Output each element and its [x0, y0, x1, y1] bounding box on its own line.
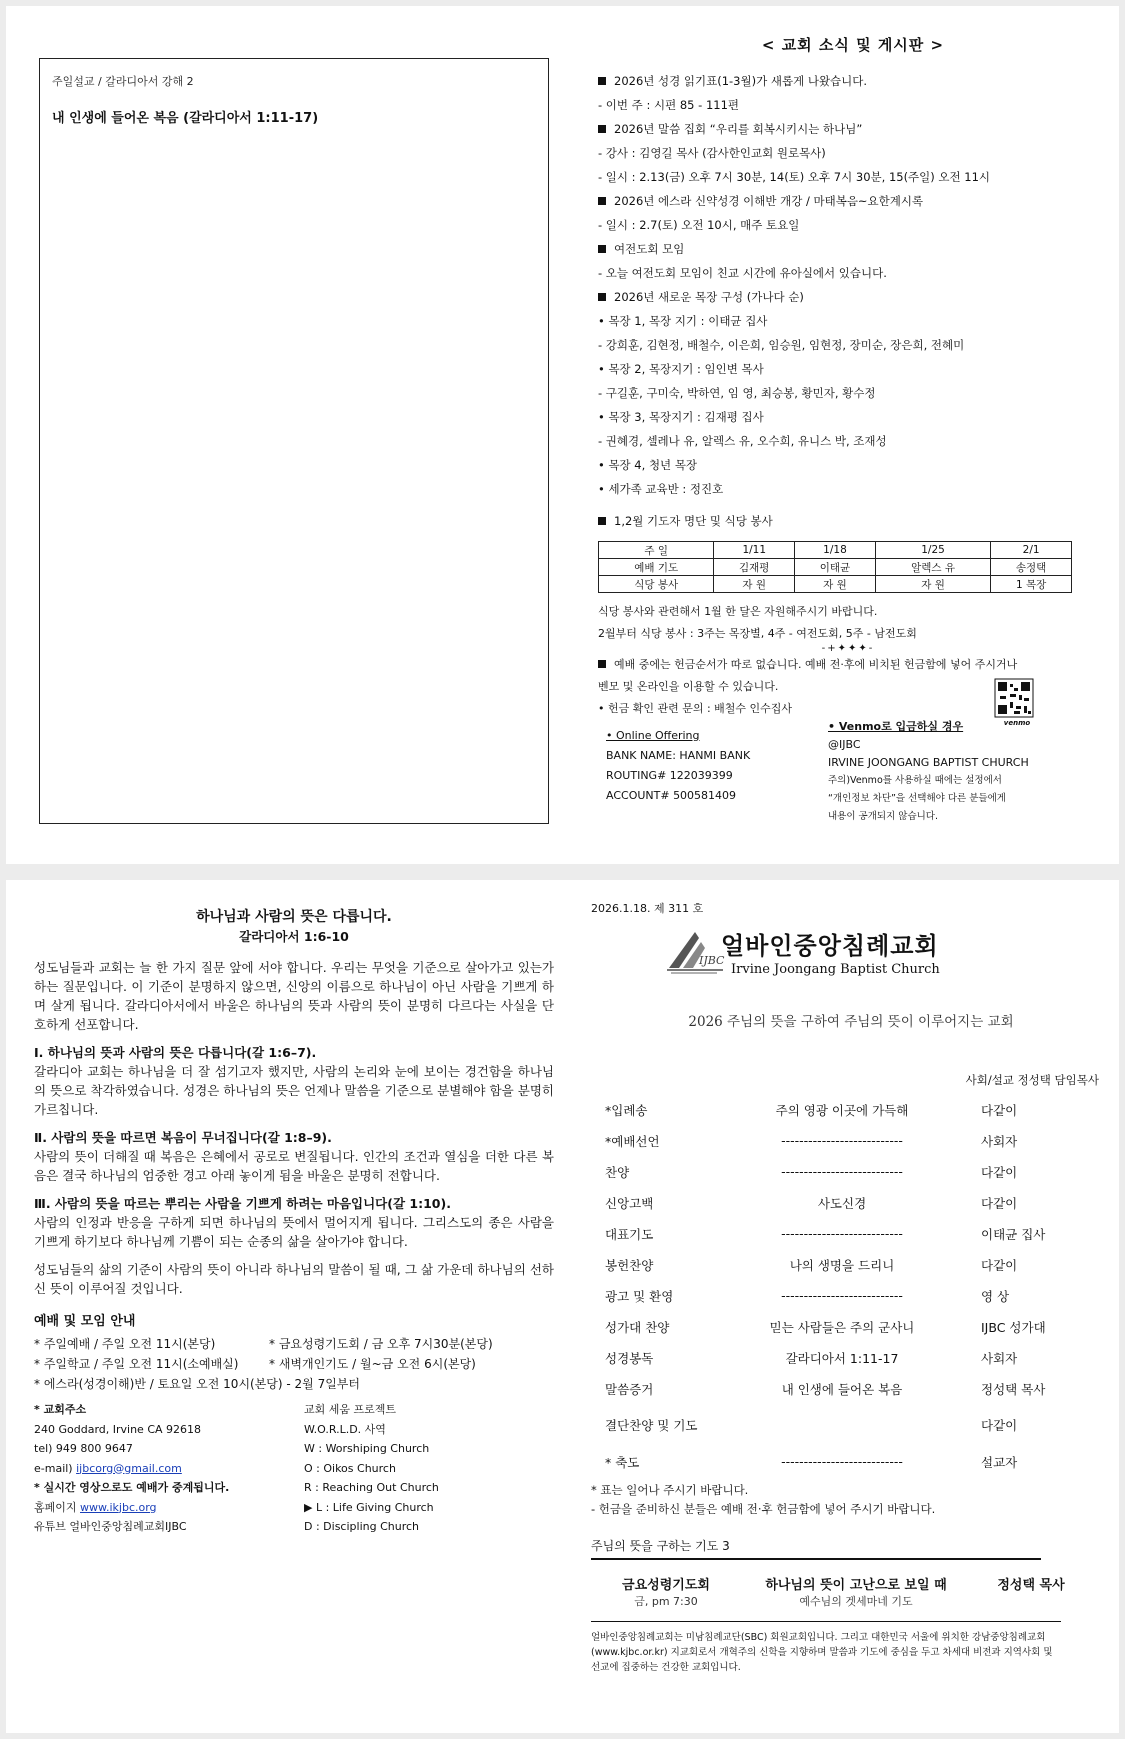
news-line: - 일시 : 2.13(금) 오후 7시 30분, 14(토) 오후 7시 30분, 15(주일) 오전 11시: [598, 170, 991, 184]
news-line: • 목장 3, 목장지기 : 김재평 집사: [598, 410, 764, 424]
prayer-table-row: [599, 576, 1072, 593]
order-content: ---------------------------: [781, 1454, 903, 1469]
column-intro: 성도님들과 교회는 늘 한 가지 질문 앞에 서야 합니다. 우리는 무엇을 기준으로 살아가고 있는가 하는 질문입니다. 이 기준이 분명하지 않으면, 신앙의 이름으로 하나님이 아닌 사람을 기쁘게 하며 살게 됩니다. 갈라디아서에서 바울은 하나님의 뜻과 사람의 뜻이 분명히 다르다는 사실을 단호하게 선포합니다.: [34, 960, 554, 1032]
prayer-table-cell: 김재평: [714, 559, 795, 576]
table-note: 식당 봉사와 관련해서 1월 한 달은 자원해주시기 바랍니다.: [598, 605, 878, 618]
column-point-2: Ⅱ. 사람의 뜻을 따르면 복음이 무너집니다(갈 1:8–9). 사람의 뜻이 더해질 때 복음은 은혜에서 공로로 변질됩니다. 인간의 조건과 열심을 더한 다른 복음은 결국 하나님의 엄중한 경고 아래 놓이게 됨을 바울은 분명히 전합니다.: [34, 1130, 554, 1183]
order-who: 이태균 집사: [981, 1226, 1046, 1242]
bulletin-inside-sheet: [6, 6, 1119, 864]
prayer-table-row: [599, 559, 1072, 576]
square-bullet-icon: [598, 125, 606, 133]
news-line: • 세가족 교육반 : 정진호: [598, 482, 724, 496]
news-line: 여전도회 모임: [598, 237, 1098, 261]
news-list: [598, 69, 1098, 501]
order-who: 영 상: [981, 1288, 1010, 1304]
order-row: [591, 1342, 1111, 1373]
news-board: [598, 34, 1098, 830]
order-who: 다같이: [981, 1102, 1018, 1118]
prayer-table-cell: 알렉스 유: [875, 559, 990, 576]
square-bullet-icon: [598, 517, 606, 525]
news-line: - 강사 : 김영길 목사 (감사한인교회 원로목사): [598, 146, 826, 160]
account-number: ACCOUNT# 500581409: [606, 789, 737, 802]
prayer-roster-table: [598, 541, 1072, 593]
live-stream-note: * 실시간 영상으로도 예배가 중계됩니다.: [34, 1481, 230, 1494]
email-link[interactable]: ijbcorg@gmail.com: [76, 1461, 182, 1475]
order-row: [591, 1249, 1111, 1280]
news-line: 2026년 말씀 집회 “우리를 회복시키시는 하나님”: [598, 117, 1098, 141]
order-content: 사도신경: [817, 1195, 867, 1211]
news-line: - 이번 주 : 시편 85 - 111편: [598, 98, 739, 112]
guide-item: * 금요성령기도회 / 금 오후 7시30분(본당): [269, 1337, 493, 1351]
prayer-table-cell: 1/25: [875, 542, 990, 559]
news-line: 2026년 에스라 신약성경 이해반 개강 / 마태복음~요한계시록: [598, 189, 1098, 213]
prayer-series-label: 주님의 뜻을 구하는 기도 3: [591, 1537, 1041, 1560]
order-item: 성가대 찬양: [605, 1319, 670, 1335]
order-item: *예배선언: [605, 1133, 660, 1149]
order-row: [591, 1156, 1111, 1187]
order-item: 봉헌찬양: [605, 1257, 654, 1273]
news-line: • 목장 1, 목장 지기 : 이태균 집사: [598, 314, 768, 328]
church-phone: tel) 949 800 9647: [34, 1442, 133, 1455]
order-who: 다같이: [981, 1418, 1018, 1433]
news-line: • 목장 4, 청년 목장: [598, 458, 698, 472]
church-logo-icon: [665, 924, 725, 976]
church-logo: [591, 920, 1111, 990]
project-subtitle: W.O.R.L.D. 사역: [304, 1422, 386, 1436]
world-project: [304, 1400, 554, 1537]
prayer-table-cell: 자 원: [875, 576, 990, 593]
ornament-divider: -+✦✦✦-: [821, 643, 875, 654]
square-bullet-icon: [598, 293, 606, 301]
prayer-subtheme: 예수님의 겟세마네 기도: [799, 1595, 913, 1608]
project-l: ▶ L : Life Giving Church: [304, 1500, 434, 1514]
church-youtube: 유튜브 얼바인중앙침례교회IJBC: [34, 1520, 187, 1533]
order-row: [591, 1187, 1111, 1218]
stand-note: * 표는 일어나 주시기 바랍니다.: [591, 1483, 749, 1497]
square-bullet-icon: [598, 245, 606, 253]
homepage-link[interactable]: www.ikjbc.org: [80, 1500, 157, 1514]
venmo-title: • Venmo로 입금하실 경우: [828, 720, 964, 733]
routing-number: ROUTING# 122039399: [606, 769, 733, 782]
order-row: [591, 1094, 1111, 1125]
table-note: 2월부터 식당 봉사 : 3주는 목장별, 4주 - 여전도회, 5주 - 남전도회: [598, 627, 917, 640]
news-line: • 목장 2, 목장지기 : 임인변 목사: [598, 362, 764, 376]
news-line: - 구길훈, 구미숙, 박하연, 임 영, 최승봉, 황민자, 황수정: [598, 386, 876, 400]
prayer-table-cell: 자 원: [795, 576, 876, 593]
venmo-qr-code-icon[interactable]: [994, 678, 1040, 727]
order-item: 대표기도: [605, 1226, 654, 1242]
bulletin-cover-sheet: [6, 880, 1119, 1733]
order-item: *입례송: [605, 1102, 648, 1118]
prayer-table-cell: 식당 봉사: [599, 576, 714, 593]
order-content: ---------------------------: [781, 1226, 903, 1241]
prayer-series: [591, 1537, 1111, 1609]
order-who: 사회자: [981, 1350, 1018, 1366]
prayer-series-row: [591, 1574, 1111, 1593]
online-offering: [606, 726, 750, 806]
column-point-3: Ⅲ. 사람의 뜻을 따르는 뿌리는 사람을 기쁘게 하려는 마음입니다(갈 1:10). 사람의 인정과 반응을 구하게 되면 하나님의 뜻에서 멀어지게 됩니다. 그리스도의 종은 사람을 기쁘게 하기보다 하나님께 기쁨이 되는 순종의 삶을 살아가야 합니다.: [34, 1196, 554, 1249]
sermon-title: 내 인생에 들어온 복음 (갈라디아서 1:11-17): [52, 111, 319, 126]
address-title: * 교회주소: [34, 1403, 87, 1416]
worship-guide-title: 예배 및 모임 안내: [34, 1314, 136, 1329]
prayer-time: 금, pm 7:30: [634, 1595, 698, 1608]
order-who: 다같이: [981, 1164, 1018, 1180]
order-who: 정성택 목사: [981, 1381, 1046, 1397]
preacher-line: 사회/설교 정성택 담임목사: [965, 1073, 1099, 1087]
bank-name: BANK NAME: HANMI BANK: [606, 749, 751, 762]
order-who: 다같이: [981, 1195, 1018, 1211]
order-content: 주의 영광 이곳에 가득해: [775, 1102, 909, 1118]
order-who: 다같이: [981, 1257, 1018, 1273]
order-notes: [591, 1481, 1111, 1519]
order-item: 찬양: [605, 1164, 630, 1180]
guide-row: [34, 1354, 554, 1374]
column-point-1: Ⅰ. 하나님의 뜻과 사람의 뜻은 다릅니다(갈 1:6–7). 갈라디아 교회는 하나님을 더 잘 섬기고자 했지만, 사람의 논리와 눈에 보이는 경건함을 하나님의 뜻으로 착각하였습니다. 성경은 하나님의 뜻은 언제나 말씀을 기준으로 분별해야 함을 분명히 가르칩니다.: [34, 1045, 554, 1117]
order-item: 신앙고백: [605, 1195, 654, 1211]
venmo-note: 주의)Venmo를 사용하실 때에는 설정에서: [828, 775, 1002, 786]
news-line: - 권혜경, 셀레나 유, 알렉스 유, 오수희, 유니스 박, 조재성: [598, 434, 887, 448]
project-r: R : Reaching Out Church: [304, 1481, 439, 1494]
column-reference: 갈라디아서 1:6-10: [239, 929, 349, 944]
order-item: 성경봉독: [605, 1350, 654, 1366]
project-o: O : Oikos Church: [304, 1461, 396, 1475]
venmo-name: IRVINE JOONGANG BAPTIST CHURCH: [828, 756, 1029, 769]
offering-contact: • 헌금 확인 관련 문의 : 배철수 인수집사: [598, 702, 793, 715]
square-bullet-icon: [598, 660, 606, 668]
sermon-notes-box: [39, 58, 549, 824]
order-row: [591, 1125, 1111, 1156]
prayer-theme: 하나님의 뜻이 고난으로 보일 때: [765, 1578, 947, 1593]
venmo-handle: @IJBC: [828, 738, 861, 751]
project-title: 교회 세움 프로젝트: [304, 1403, 397, 1416]
order-who: 사회자: [981, 1133, 1018, 1149]
church-motto: 2026 주님의 뜻을 구하여 주님의 뜻이 이루어지는 교회: [688, 1014, 1014, 1030]
pastoral-column: [34, 908, 554, 1307]
order-row: [591, 1446, 1111, 1477]
news-line: - 일시 : 2.7(토) 오전 10시, 매주 토요일: [598, 218, 800, 232]
venmo-qr-label: venmo: [1003, 719, 1031, 727]
worship-order-list: [591, 1094, 1111, 1477]
offering-methods: [598, 720, 1098, 830]
offering-note-1: 예배 중에는 헌금순서가 따로 없습니다. 예배 전·후에 비치된 헌금함에 넣어 주시거나: [598, 654, 1098, 676]
news-line: 2026년 새로운 목장 구성 (가나다 순): [598, 285, 1098, 309]
prayer-table-cell: 1/18: [795, 542, 876, 559]
guide-item: * 주일학교 / 주일 오전 11시(소예배실): [34, 1357, 239, 1371]
order-row: [591, 1218, 1111, 1249]
order-row: [591, 1280, 1111, 1311]
order-row: [591, 1311, 1111, 1342]
contact-and-project: [34, 1400, 554, 1537]
square-bullet-icon: [598, 77, 606, 85]
offering-note-2: 벤모 및 온라인을 이용할 수 있습니다.: [598, 680, 779, 693]
order-item: 말씀증거: [605, 1381, 654, 1397]
news-line: - 강희훈, 김현정, 배철수, 이은희, 임승원, 임현정, 장미순, 장은희, 전혜미: [598, 338, 965, 352]
worship-order-panel: [591, 900, 1111, 1675]
project-w: W : Worshiping Church: [304, 1442, 430, 1455]
prayer-event: 금요성령기도회: [622, 1578, 710, 1593]
prayer-table-cell: 예배 기도: [599, 559, 714, 576]
square-bullet-icon: [598, 197, 606, 205]
order-content: 나의 생명을 드리니: [789, 1257, 895, 1273]
prayer-leader: 정성택 목사: [997, 1578, 1065, 1593]
order-content: 갈라디아서 1:11-17: [785, 1350, 899, 1366]
order-row: [591, 1373, 1111, 1404]
logo-text: IJBC: [699, 954, 725, 967]
order-content: ---------------------------: [781, 1133, 903, 1148]
church-name-english: Irvine Joongang Baptist Church: [731, 962, 940, 977]
guide-row: [34, 1334, 554, 1354]
order-item: 광고 및 환영: [605, 1288, 674, 1304]
column-closing: 성도님들의 삶의 기준이 사람의 뜻이 아니라 하나님의 말씀이 될 때, 그 삶 가운데 하나님의 선하신 뜻이 이루어질 것입니다.: [34, 1262, 554, 1296]
news-heading: < 교회 소식 및 게시판 >: [761, 36, 945, 54]
order-row: [591, 1404, 1111, 1446]
issue-number: 2026.1.18. 제 311 호: [591, 902, 704, 915]
guide-item: * 새벽개인기도 / 월~금 오전 6시(본당): [269, 1357, 476, 1371]
guide-item: * 에스라(성경이해)반 / 토요일 오전 10시(본당) - 2월 7일부터: [34, 1377, 360, 1391]
order-item: * 축도: [605, 1454, 640, 1470]
guide-item: * 주일예배 / 주일 오전 11시(본당): [34, 1337, 216, 1351]
prayer-table-cell: 1 목장: [991, 576, 1072, 593]
prayer-table-cell: 주 일: [599, 542, 714, 559]
prayer-table-row: [599, 542, 1072, 559]
sermon-series: 주일설교 / 갈라디아서 강해 2: [52, 75, 194, 88]
offering-box-note: - 헌금을 준비하신 분들은 예배 전·후 헌금함에 넣어 주시기 바랍니다.: [591, 1502, 936, 1516]
project-d: D : Discipling Church: [304, 1520, 420, 1533]
prayer-table-cell: 자 원: [714, 576, 795, 593]
order-item: 결단찬양 및 기도: [605, 1418, 698, 1433]
church-contact: [34, 1400, 304, 1537]
order-who: IJBC 성가대: [981, 1319, 1046, 1335]
church-about: 얼바인중앙침례교회는 미남침례교단(SBC) 회원교회입니다. 그리고 대한민국 서울에 위치한 강남중앙침례교회(www.kjbc.or.kr) 지교회로서 개혁주의 신학을 지향하며 말씀과 기도에 중심을 두고 차세대 비전과 지역사회 및 선교에 집중하는 건강한 교회입니다.: [591, 1621, 1061, 1675]
prayer-series-subrow: [591, 1593, 1111, 1609]
venmo-note: 내용이 공개되지 않습니다.: [828, 811, 939, 822]
order-content: ---------------------------: [781, 1288, 903, 1303]
venmo-note: “개인정보 차단”을 선택해야 다른 분들에게: [828, 793, 1006, 804]
prayer-table-cell: 이태균: [795, 559, 876, 576]
prayer-table-cell: 1/11: [714, 542, 795, 559]
table-notes: [598, 601, 1098, 645]
church-name-korean: 얼바인중앙침례교회: [721, 931, 939, 960]
column-title: 하나님과 사람의 뜻은 다릅니다.: [196, 909, 392, 925]
order-content: ---------------------------: [781, 1164, 903, 1179]
church-email: e-mail) ijbcorg@gmail.com: [34, 1461, 182, 1475]
venmo-offering: [828, 718, 1029, 826]
church-address: 240 Goddard, Irvine CA 92618: [34, 1422, 202, 1436]
news-line: - 오늘 여전도회 모임이 친교 시간에 유아실에서 있습니다.: [598, 266, 887, 280]
order-who: 설교자: [981, 1454, 1018, 1470]
prayer-roster-heading: 1,2월 기도자 명단 및 식당 봉사: [598, 509, 1098, 533]
church-homepage: 홈페이지 www.ikjbc.org: [34, 1500, 157, 1514]
prayer-table-cell: 2/1: [991, 542, 1072, 559]
online-offering-title: • Online Offering: [606, 729, 700, 742]
order-content: 내 인생에 들어온 복음: [781, 1381, 903, 1397]
worship-guide: [34, 1312, 554, 1537]
order-content: 믿는 사람들은 주의 군사니: [769, 1319, 915, 1335]
news-line: 2026년 성경 읽기표(1-3월)가 새롭게 나왔습니다.: [598, 69, 1098, 93]
prayer-table-cell: 송정택: [991, 559, 1072, 576]
